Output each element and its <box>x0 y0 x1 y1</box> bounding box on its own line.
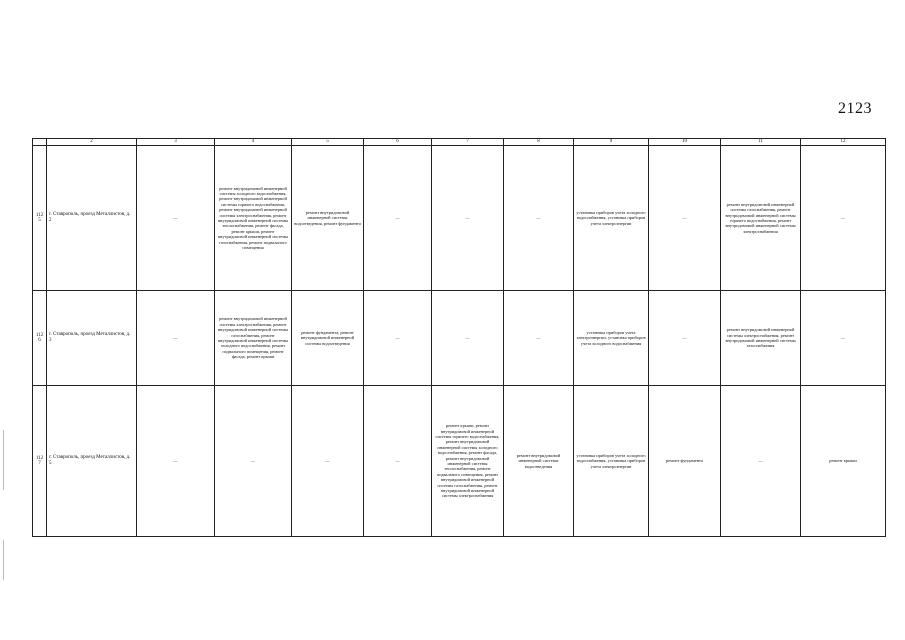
cell-col-6: — <box>364 146 432 291</box>
address-cell: г. Ставрополь, проезд Металлистов, д. 5 <box>47 386 137 537</box>
table-row <box>33 146 886 291</box>
table-row <box>33 291 886 386</box>
column-header: 10 <box>649 139 721 146</box>
cell-col-6: — <box>364 291 432 386</box>
cell-col-9: установка приборов учета холодного водоснабжения, установка приборов учета электроэнергии <box>574 386 649 537</box>
row-number: 1127 <box>33 386 47 537</box>
cell-col-9: установка приборов учета холодного водоснабжения, установка приборов учета электроэнергии <box>574 146 649 291</box>
column-header: 8 <box>504 139 574 146</box>
cell-col-3: — <box>137 291 215 386</box>
column-header: 9 <box>574 139 649 146</box>
cell-col-4: ремонт внутридомовой инженерной системы холодного водоснабжения, ремонт внутридомовой инженерной системы горячего водоснабжения, ремонт внутридомовой инженерной системы электроснабжения, ремонт внутридомовой инженерной системы теплоснабжения, ремонт фасада, ремонт крыши, ремонт внутридомовой инженерной системы газоснабжения, ремонт подвального помещения <box>215 146 292 291</box>
address-cell: г. Ставрополь, проезд Металлистов, д. 3 <box>47 291 137 386</box>
column-number-row <box>33 139 886 146</box>
cell-col-7: ремонт крыши, ремонт внутридомовой инженерной системы горячего водоснабжения, ремонт внутридомовой инженерной системы холодного водоснабжения, ремонт фасада, ремонт внутридомовой инженерной системы теплоснабжения, ремонт подвального помещения, ремонт внутридомовой инженерной системы газоснабжения, ремонт внутридомовой инженерной системы электроснабжения <box>432 386 504 537</box>
column-header: 7 <box>432 139 504 146</box>
column-header: 12 <box>801 139 886 146</box>
column-header: 11 <box>721 139 801 146</box>
cell-col-10: — <box>649 146 721 291</box>
cell-col-11: ремонт внутридомовой инженерной системы электроснабжения, ремонт внутридомовой инженерной системы газоснабжения <box>721 291 801 386</box>
column-header: 5 <box>292 139 364 146</box>
cell-col-5: — <box>292 386 364 537</box>
cell-col-8: ремонт внутридомовой инженерной системы водоотведения <box>504 386 574 537</box>
cell-col-11: ремонт внутридомовой инженерной системы газоснабжения, ремонт внутридомовой инженерной системы горячего водоснабжения, ремонт внутридомовой инженерной системы электроснабжения <box>721 146 801 291</box>
cell-col-3: — <box>137 146 215 291</box>
row-number: 1126 <box>33 291 47 386</box>
column-header-blank <box>33 139 47 146</box>
cell-col-5: ремонт внутридомовой инженерной системы водоотведения, ремонт фундамента <box>292 146 364 291</box>
column-header: 3 <box>137 139 215 146</box>
table-row <box>33 386 886 537</box>
cell-col-4: — <box>215 386 292 537</box>
cell-col-10: ремонт фундамента <box>649 386 721 537</box>
cell-col-10: — <box>649 291 721 386</box>
column-header: 4 <box>215 139 292 146</box>
address-cell: г. Ставрополь, проезд Металлистов, д. 2 <box>47 146 137 291</box>
scan-margin-mark <box>3 430 4 490</box>
cell-col-6: — <box>364 386 432 537</box>
cell-col-7: — <box>432 146 504 291</box>
cell-col-9: установка приборов учета электроэнергии, установка приборов учета холодного водоснабжения <box>574 291 649 386</box>
cell-col-7: — <box>432 291 504 386</box>
cell-col-5: ремонт фундамента, ремонт внутридомовой инженерной системы водоотведения <box>292 291 364 386</box>
scan-margin-mark <box>3 540 4 580</box>
page-number: 2123 <box>838 100 872 117</box>
cell-col-12: ремонт крыши <box>801 386 886 537</box>
cell-col-4: ремонт внутридомовой инженерной системы электроснабжения, ремонт внутридомовой инженерной системы газоснабжения, ремонт внутридомовой инженерной системы холодного водоснабжения, ремонт подвального помещения, ремонт фасада, ремонт крыши <box>215 291 292 386</box>
column-header: 2 <box>47 139 137 146</box>
repair-schedule-table <box>32 138 886 537</box>
cell-col-11: — <box>721 386 801 537</box>
cell-col-8: — <box>504 291 574 386</box>
cell-col-3: — <box>137 386 215 537</box>
column-header: 6 <box>364 139 432 146</box>
row-number: 1125 <box>33 146 47 291</box>
cell-col-12: — <box>801 291 886 386</box>
cell-col-8: — <box>504 146 574 291</box>
cell-col-12: — <box>801 146 886 291</box>
